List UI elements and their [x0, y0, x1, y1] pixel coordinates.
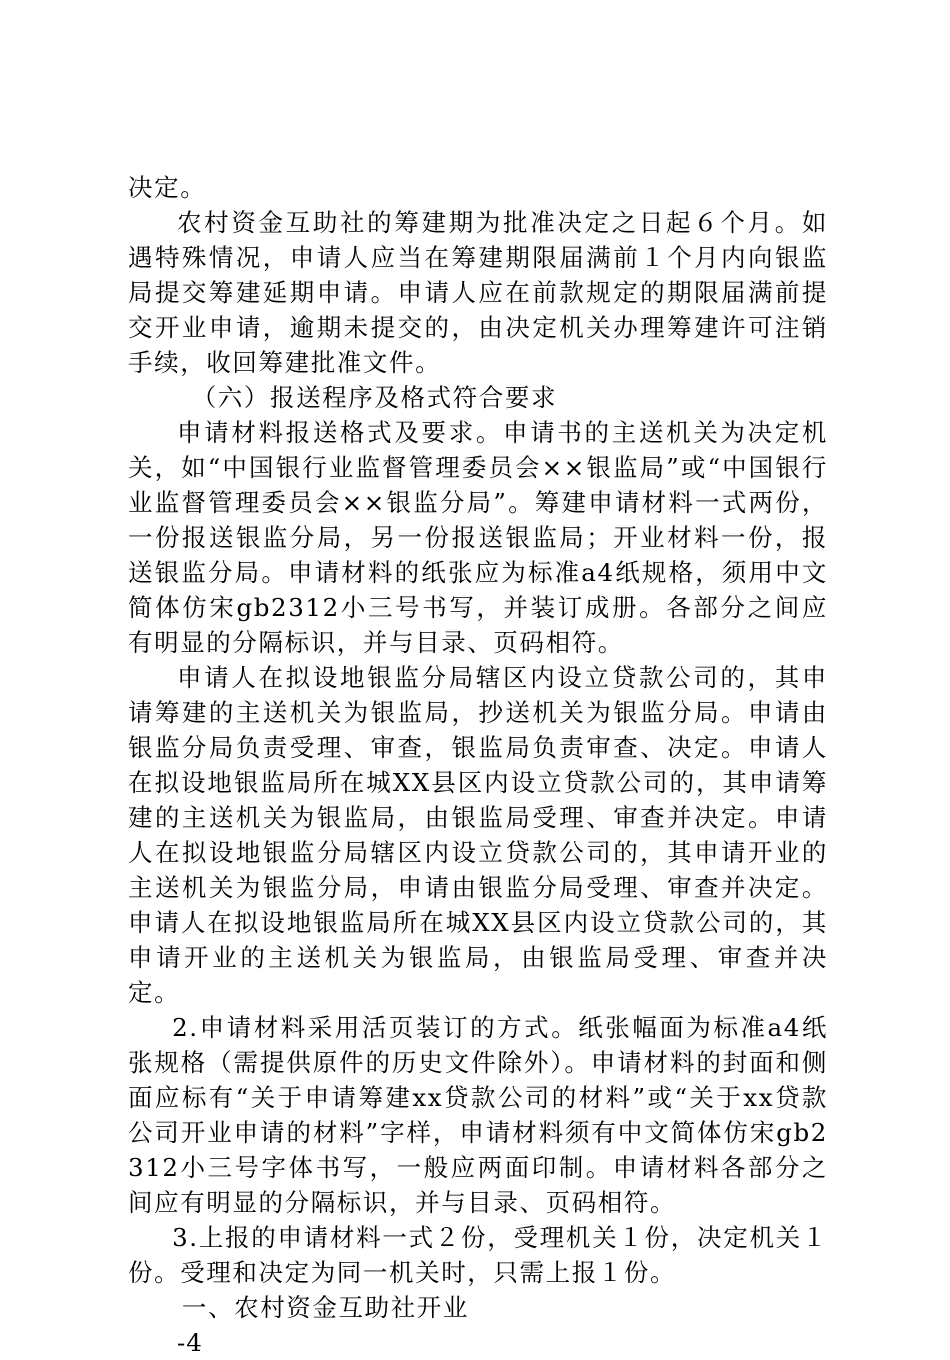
paragraph-3: 申请材料报送格式及要求。申请书的主送机关为决定机关，如“中国银行业监督管理委员会××银监局”或“中国银行业监督管理委员会××银监分局”。筹建申请材料一式两份，一份报送银监分局，另一份报送银监局；开业材料一份，报送银监分局。申请材料的纸张应为标准a4纸规格，须用中文简体仿宋gb2312小三号书写，并装订成册。各部分之间应有明显的分隔标识，并与目录、页码相符。 — [128, 418, 828, 657]
paragraph-4: 申请人在拟设地银监分局辖区内设立贷款公司的，其申请筹建的主送机关为银监局，抄送机关为银监分局。申请由银监分局负责受理、审查，银监局负责审查、决定。申请人在拟设地银监局所在城XX县区内设立贷款公司的，其申请筹建的主送机关为银监局，由银监局受理、审查并决定。申请人在拟设地银监分局辖区内设立贷款公司的，其申请开业的主送机关为银监分局，申请由银监分局受理、审查并决定。申请人在拟设地银监局所在城XX县区内设立贷款公司的，其申请开业的主送机关为银监局，由银监局受理、审查并决定。 — [128, 663, 828, 1007]
section-heading-1: 一、农村资金互助社开业 — [181, 1293, 469, 1322]
paragraph-6: 3.上报的申请材料一式２份，受理机关１份，决定机关１份。受理和决定为同一机关时，只需上报１份。 — [128, 1223, 828, 1287]
section-heading-6: （六）报送程序及格式符合要求 — [191, 383, 558, 412]
paragraph-5: 2.申请材料采用活页装订的方式。纸张幅面为标准a4纸张规格（需提供原件的历史文件除外）。申请材料的封面和侧面应标有“关于申请筹建xx贷款公司的材料”或“关于xx贷款公司开业申请的材料”字样，申请材料须有中文简体仿宋gb2312小三号字体书写，一般应两面印制。申请材料各部分之间应有明显的分隔标识，并与目录、页码相符。 — [128, 1013, 828, 1217]
page-number: -4 — [177, 1328, 203, 1357]
paragraph-2: 农村资金互助社的筹建期为批准决定之日起６个月。如遇特殊情况，申请人应当在筹建期限届满前１个月内向银监局提交筹建延期申请。申请人应在前款规定的期限届满前提交开业申请，逾期未提交的，由决定机关办理筹建许可注销手续，收回筹建批准文件。 — [128, 208, 828, 377]
paragraph-1: 决定。 — [128, 173, 207, 202]
document-body — [128, 170, 828, 1360]
